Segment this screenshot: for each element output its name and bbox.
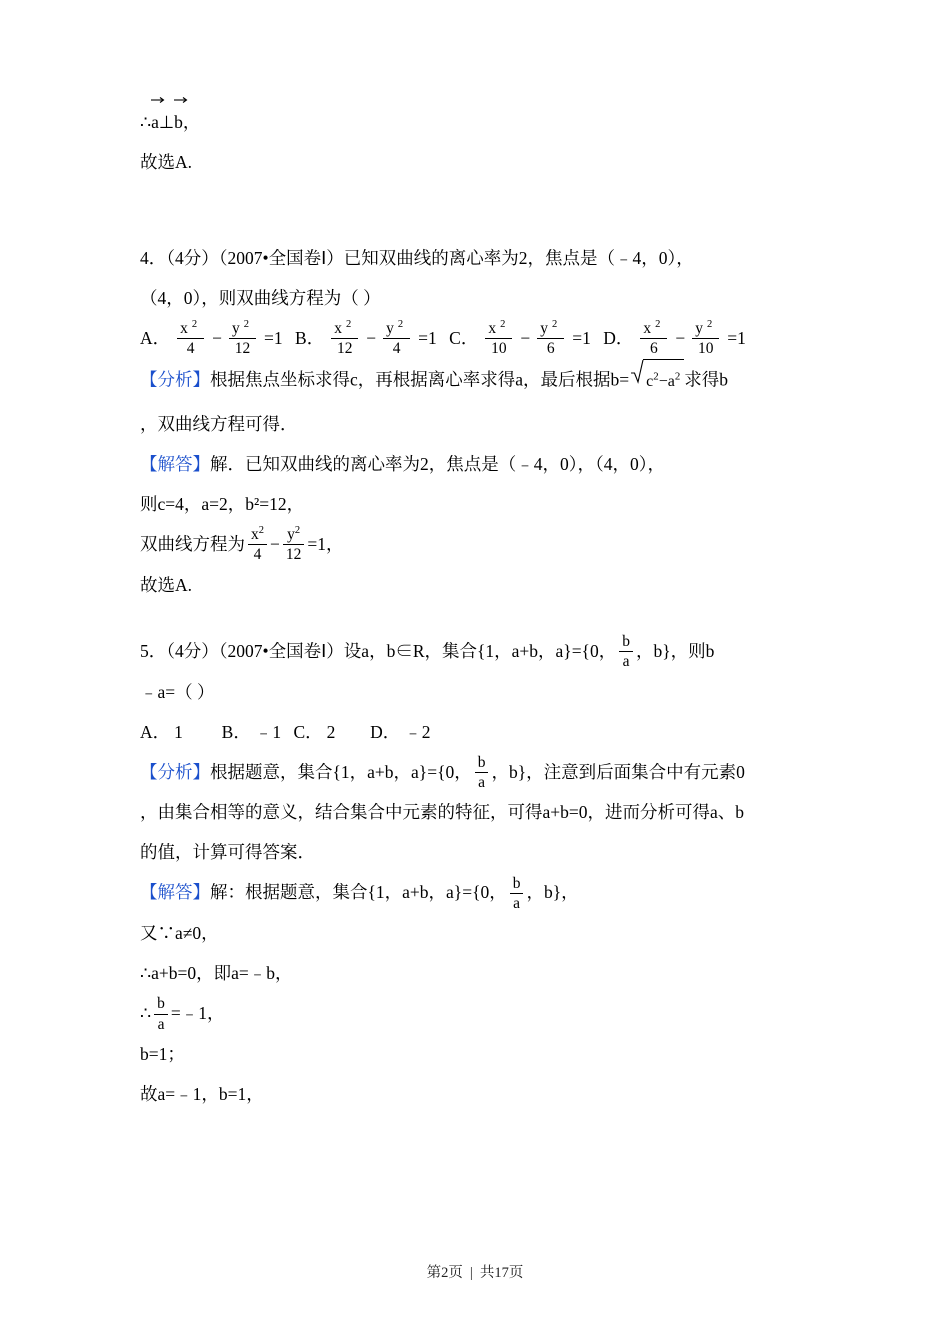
perp-symbol: ⊥ [158, 112, 175, 132]
fraction: $\frac{b}{a}$ [510, 875, 524, 913]
question-5-choices [140, 712, 840, 752]
question-score: （4分） [166, 248, 219, 268]
fraction: $\frac{x ^2}{6}$ [640, 320, 671, 358]
question-5-solution-line3: ∴a+b=0，即a=﹣b， [140, 963, 293, 984]
question-4-analysis-line1 [140, 359, 840, 404]
fraction: $\frac{y ^2}{12}$ [229, 320, 260, 358]
choice-d[interactable]: D． $\frac{x ^2}{6}$ − $\frac{y ^2}{10}$ =1 [603, 318, 746, 358]
footer-separator: | [469, 1265, 473, 1281]
analysis-tag: 【分析】 [140, 369, 210, 390]
solution-tag: 【解答】 [140, 453, 210, 474]
vector-arrow-icon [174, 96, 183, 103]
spacer [140, 605, 840, 631]
analysis-text-tail: 求得b [684, 369, 729, 390]
page-footer [0, 1261, 950, 1282]
vector-arrow-icon [151, 96, 159, 103]
choice-d[interactable]: D． ﹣2 [370, 721, 431, 742]
fraction: $\frac{b}{a}$ [619, 633, 633, 671]
question-4-stem-line1 [140, 238, 840, 278]
choice-a[interactable]: A． $\frac{x ^2}{4}$ − $\frac{y ^2}{12}$ =1 [140, 318, 283, 358]
vector-b: b [174, 100, 183, 142]
choice-b[interactable]: B． ﹣1 [221, 721, 282, 742]
fraction: $\frac{y ^2}{4}$ [383, 320, 414, 358]
question-5-solution-line4: ∴ $\frac{b}{a}$ =﹣1， [140, 995, 225, 1033]
analysis-text: 根据焦点坐标求得c，再根据离心率求得a，最后根据b= [210, 369, 630, 390]
analysis-tag: 【分析】 [140, 761, 210, 782]
question-4-solution-line3: 双曲线方程为 $\frac{x^2}{4}$ − $\frac{y^2}{12}$ =1， [140, 524, 344, 564]
fraction: $\frac{b}{a}$ [475, 754, 489, 792]
question-5-stem-line2: ﹣a=（ ） [140, 681, 215, 702]
fraction: $\frac{y ^2}{6}$ [537, 320, 568, 358]
question-5-analysis-line1: 【分析】根据题意，集合{1，a+b，a}={0， $\frac{b}{a}$ ，b}，注意到后面集合中有元素0 [140, 753, 745, 792]
question-4-block [140, 238, 840, 605]
fraction: $\frac{x ^2}{10}$ [485, 320, 516, 358]
solution-tag: 【解答】 [140, 882, 210, 903]
question-5-solution-line5: b=1； [140, 1044, 185, 1065]
question-5-solution-line6: 故a=﹣1，b=1， [140, 1084, 264, 1105]
fraction: $\frac{x ^2}{4}$ [177, 320, 208, 358]
perp-conclusion-line [140, 100, 840, 142]
question-number: 4． [140, 248, 167, 268]
comma: ， [182, 112, 201, 132]
radical-sign-icon [631, 358, 644, 384]
choice-c[interactable]: C． $\frac{x ^2}{10}$ − $\frac{y ^2}{6}$ =1 [449, 318, 591, 358]
question-4-analysis-line2: ，双曲线方程可得． [140, 413, 298, 434]
question-5-solution-line2: 又∵a≠0， [140, 923, 219, 944]
solution-text: 解：根据题意，集合{1，a+b，a}={0， [210, 882, 507, 903]
vector-a: a [151, 100, 159, 142]
question-4-solution-line1 [140, 444, 840, 484]
question-4-solution-line2: 则c=4，a=2，b²=12， [140, 493, 305, 514]
question-5-block [140, 631, 840, 1114]
question-4-choices [140, 318, 840, 359]
question-source: （2007•全国卷Ⅰ） [218, 640, 344, 661]
fraction: $\frac{y ^2}{10}$ [692, 320, 723, 358]
choice-c[interactable]: C． 2 [293, 721, 336, 742]
answer-choice-line: 故选A. [140, 152, 193, 172]
question-4-stem-line2: （4，0），则双曲线方程为（ ） [140, 288, 381, 308]
top-continuation-block [140, 100, 840, 182]
square-root: $c^2-a^2$ [631, 359, 684, 404]
question-5-analysis-line3: 的值，计算可得答案． [140, 842, 315, 863]
question-5-solution-line1: 【解答】解：根据题意，集合{1，a+b，a}={0， $\frac{b}{a}$ ，b}， [140, 874, 579, 912]
current-page-label: 第2页 [426, 1265, 463, 1281]
question-text: 设a，b∈R，集合{1，a+b，a}={0， [343, 640, 617, 661]
spacer [140, 182, 840, 208]
question-number: 5． [140, 640, 167, 661]
fraction: $\frac{x^2}{4}$ [248, 526, 267, 564]
analysis-text: 根据题意，集合{1，a+b，a}={0， [210, 761, 472, 782]
fraction: $\frac{y^2}{12}$ [283, 526, 305, 564]
choice-b[interactable]: B． $\frac{x ^2}{12}$ − $\frac{y ^2}{4}$ =1 [295, 318, 437, 358]
question-score: （4分） [166, 640, 219, 661]
question-4-solution-line4: 故选A. [140, 574, 193, 595]
choice-a[interactable]: A． 1 [140, 721, 183, 742]
therefore-symbol: ∴ [140, 112, 152, 132]
fraction: $\frac{x ^2}{12}$ [331, 320, 362, 358]
solution-text: 解．已知双曲线的离心率为2，焦点是（﹣4，0），（4，0）， [210, 453, 665, 474]
question-source: （2007•全国卷Ⅰ） [218, 248, 344, 268]
question-text: 已知双曲线的离心率为2，焦点是（﹣4，0）， [343, 248, 694, 268]
fraction: $\frac{b}{a}$ [154, 995, 168, 1033]
question-5-analysis-line2: ，由集合相等的意义，结合集合中元素的特征，可得a+b=0，进而分析可得a、b [140, 802, 745, 823]
question-5-stem-line1: 5．（4分）（2007•全国卷Ⅰ）设a，b∈R，集合{1，a+b，a}={0， $\frac{b}{a}$ ，b}，则b [140, 632, 715, 671]
total-pages-label: 共17页 [479, 1265, 524, 1281]
